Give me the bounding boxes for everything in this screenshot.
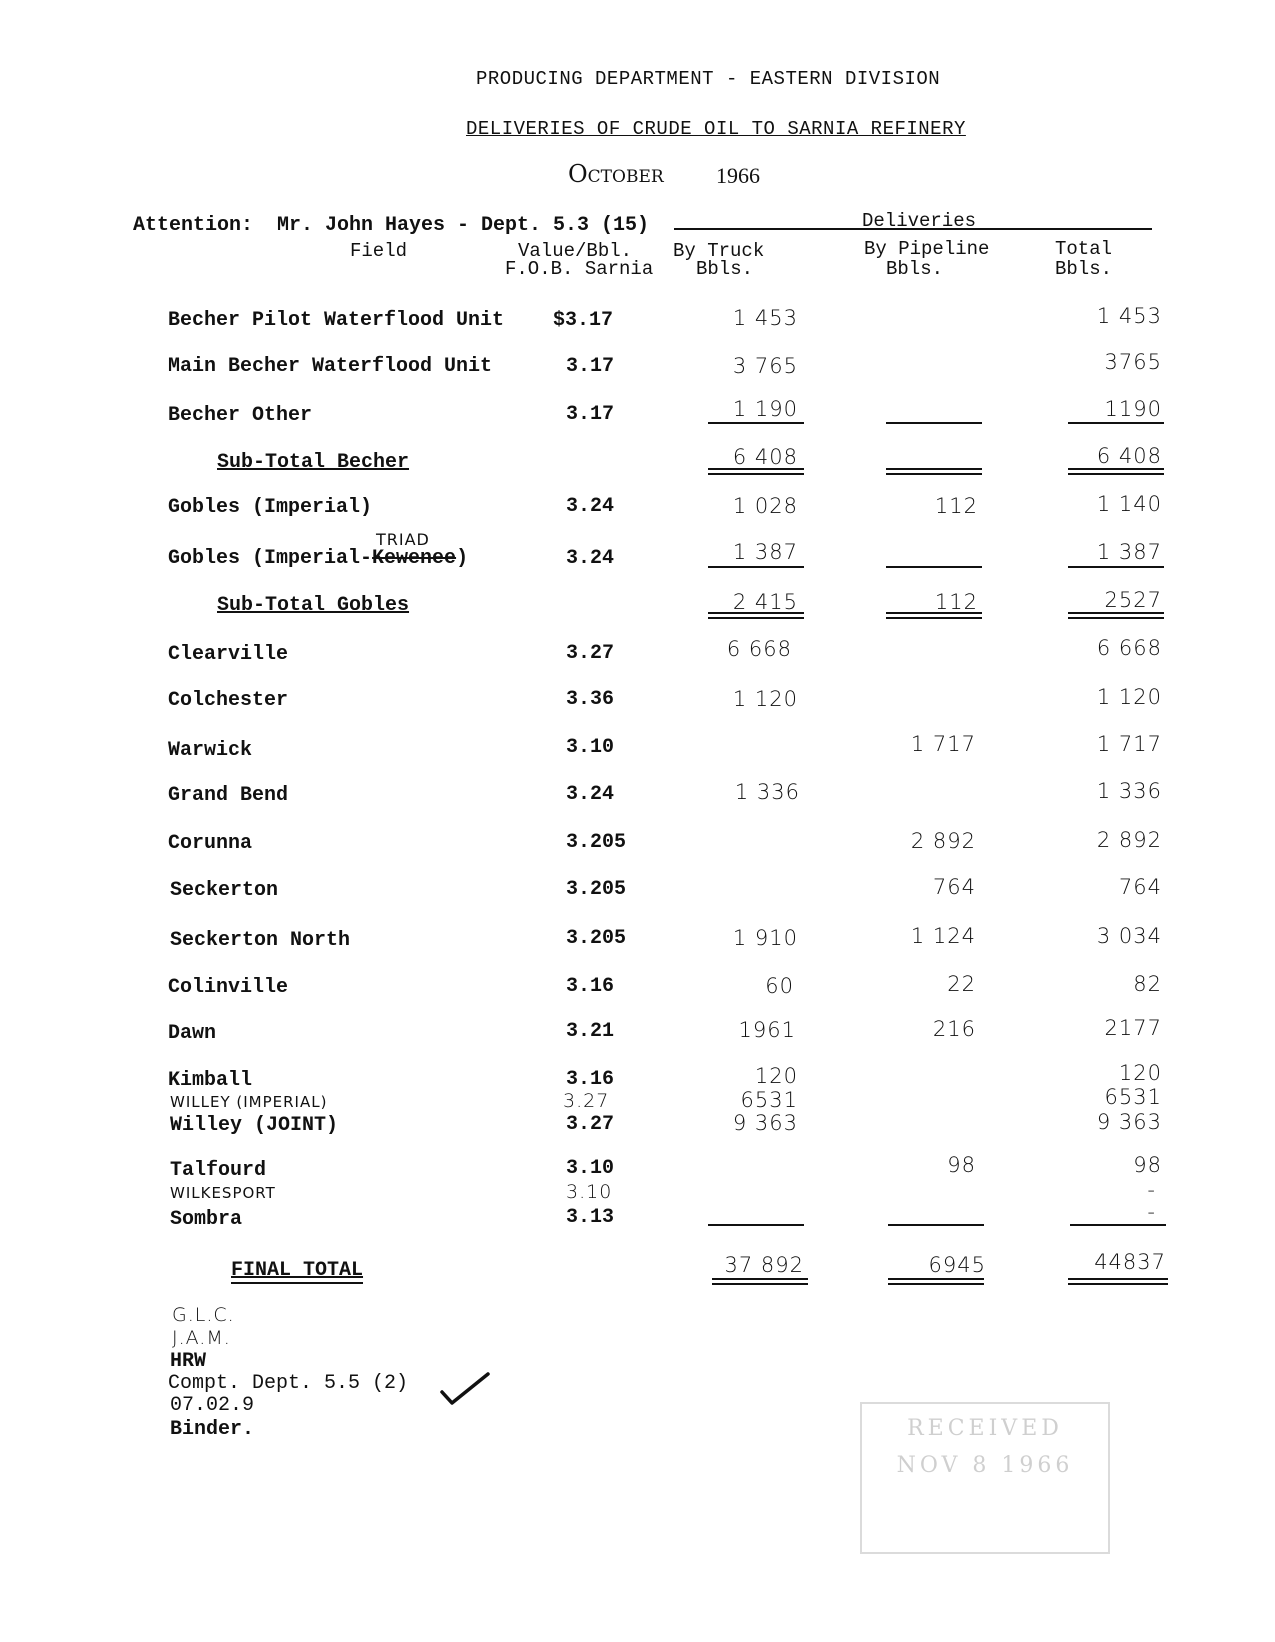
truck-bbls: 1 028	[732, 494, 798, 518]
truck-bbls-subtotal: 6 408	[732, 445, 798, 469]
report-year: 1966	[716, 163, 760, 188]
total-bbls: 9 363	[1096, 1110, 1162, 1134]
truck-bbls: 1 387	[732, 540, 798, 564]
stamp-date: NOV 8 1966	[896, 1453, 1074, 1478]
field-name: Dawn	[168, 1022, 217, 1045]
total-bbls: 1 140	[1096, 492, 1162, 516]
truck-bbls: 1 910	[732, 926, 798, 950]
pipeline-bbls: 2 892	[910, 829, 976, 853]
truck-column-subheader: Bbls.	[696, 258, 754, 280]
final-total-label: FINAL TOTAL	[231, 1259, 364, 1282]
truck-bbls: 1 336	[734, 780, 800, 804]
field-name: Talfourd	[170, 1159, 267, 1182]
value-per-barrel: 3.24	[566, 547, 615, 570]
value-column-header: Value/Bbl.	[518, 240, 633, 262]
final-truck-bbls: 37 892	[724, 1253, 804, 1277]
total-bbls: 2177	[1104, 1016, 1162, 1040]
attention-label: Attention:	[133, 214, 254, 237]
value-per-barrel: 3.205	[566, 927, 627, 950]
total-bbls: 3 034	[1096, 924, 1162, 948]
value-per-barrel: 3.205	[566, 878, 627, 901]
pipeline-bbls: 98	[947, 1153, 976, 1177]
field-name: Seckerton North	[170, 929, 351, 952]
field-name: Colchester	[168, 689, 289, 712]
field-name: Becher Other	[168, 404, 313, 427]
total-bbls: 1 453	[1096, 304, 1162, 328]
check-mark-icon	[440, 1370, 490, 1408]
value-per-barrel: 3.27	[566, 1113, 615, 1136]
total-bbls: 120	[1118, 1061, 1162, 1085]
truck-bbls: 1 190	[732, 397, 798, 421]
value-per-barrel: 3.10	[566, 736, 615, 759]
field-column-header: Field	[350, 240, 408, 262]
field-name-handwritten: WILKESPORT	[170, 1184, 276, 1202]
value-per-barrel: 3.27	[563, 1090, 610, 1112]
field-name: Gobles (Imperial)	[168, 496, 373, 519]
total-bbls: 764	[1118, 875, 1162, 899]
truck-bbls: 9 363	[732, 1111, 798, 1135]
total-bbls-subtotal: 6 408	[1096, 444, 1162, 468]
value-per-barrel: $3.17	[553, 309, 614, 332]
distribution-item: J.A.M.	[172, 1327, 231, 1349]
value-per-barrel: 3.21	[566, 1020, 615, 1043]
truck-bbls: 60	[765, 974, 794, 998]
struck-out-text: Kewenee	[372, 547, 457, 570]
total-bbls: 2 892	[1096, 828, 1162, 852]
pipeline-bbls-subtotal: 112	[934, 590, 978, 614]
total-bbls: 1190	[1104, 397, 1162, 421]
field-name: Willey (JOINT)	[170, 1114, 339, 1137]
value-per-barrel: 3.205	[566, 831, 627, 854]
subtotal-label: Sub-Total Becher	[217, 451, 410, 474]
distribution-item: Binder.	[170, 1418, 255, 1441]
department-heading: PRODUCING DEPARTMENT - EASTERN DIVISION	[476, 68, 941, 90]
pipeline-bbls: 216	[932, 1017, 976, 1041]
pipeline-bbls: 1 717	[910, 732, 976, 756]
deliveries-header: Deliveries	[862, 210, 977, 232]
value-per-barrel: 3.27	[566, 642, 615, 665]
value-per-barrel: 3.10	[566, 1157, 615, 1180]
truck-bbls: 1 120	[732, 687, 798, 711]
value-column-subheader: F.O.B. Sarnia	[505, 258, 654, 280]
value-per-barrel: 3.36	[566, 688, 615, 711]
subtotal-label: Sub-Total Gobles	[217, 594, 410, 617]
truck-bbls: 1961	[738, 1018, 796, 1042]
value-per-barrel: 3.13	[566, 1206, 615, 1229]
truck-bbls: 6531	[740, 1088, 798, 1112]
stamp-text: RECEIVED	[907, 1416, 1063, 1441]
pipeline-column-header: By Pipeline	[864, 238, 990, 260]
truck-bbls-subtotal: 2 415	[732, 590, 798, 614]
report-title: DELIVERIES OF CRUDE OIL TO SARNIA REFINERY	[466, 118, 966, 140]
field-name: Clearville	[168, 643, 289, 666]
value-per-barrel: 3.24	[566, 783, 615, 806]
total-bbls: 1 336	[1096, 779, 1162, 803]
field-name	[168, 547, 468, 570]
received-stamp	[860, 1402, 1110, 1554]
distribution-item: G.L.C.	[172, 1304, 235, 1326]
total-bbls: 3765	[1104, 350, 1162, 374]
report-month: October	[568, 160, 664, 188]
distribution-item: Compt. Dept. 5.5 (2)	[168, 1372, 409, 1395]
total-column-subheader: Bbls.	[1055, 258, 1113, 280]
total-bbls: 1 717	[1096, 732, 1162, 756]
total-bbls: 1 120	[1096, 685, 1162, 709]
field-name: Kimball	[168, 1069, 253, 1092]
field-name-suffix: )	[456, 547, 469, 570]
total-bbls: 6 668	[1096, 636, 1162, 660]
value-per-barrel: 3.17	[566, 355, 615, 378]
value-per-barrel: 3.16	[566, 1068, 615, 1091]
handwritten-annotation: TRIAD	[376, 530, 430, 549]
value-per-barrel: 3.16	[566, 975, 615, 998]
pipeline-column-subheader: Bbls.	[886, 258, 944, 280]
pipeline-bbls: 22	[947, 972, 976, 996]
final-pipeline-bbls: 6945	[928, 1253, 986, 1277]
pipeline-bbls: 112	[934, 494, 978, 518]
total-column-header: Total	[1055, 238, 1113, 260]
field-name: Corunna	[168, 832, 253, 855]
value-per-barrel: 3.17	[566, 403, 615, 426]
truck-bbls: 1 453	[732, 306, 798, 330]
truck-bbls: 3 765	[732, 354, 798, 378]
pipeline-bbls: 1 124	[910, 924, 976, 948]
field-name: Colinville	[168, 976, 289, 999]
total-bbls: -	[1147, 1200, 1156, 1224]
total-bbls-subtotal: 2527	[1104, 588, 1162, 612]
field-name: Grand Bend	[168, 784, 289, 807]
distribution-item: 07.02.9	[170, 1394, 255, 1417]
field-name: Main Becher Waterflood Unit	[168, 355, 493, 378]
value-per-barrel: 3.24	[566, 495, 615, 518]
value-per-barrel: 3.10	[566, 1181, 613, 1203]
total-bbls: 98	[1133, 1153, 1162, 1177]
field-name: Becher Pilot Waterflood Unit	[168, 309, 505, 332]
field-name-handwritten: WILLEY (IMPERIAL)	[170, 1093, 328, 1111]
total-bbls: -	[1147, 1178, 1156, 1202]
truck-bbls: 120	[754, 1064, 798, 1088]
truck-column-header: By Truck	[673, 240, 765, 262]
final-total-bbls: 44837	[1094, 1250, 1166, 1274]
field-name: Seckerton	[170, 879, 279, 902]
field-name: Sombra	[170, 1208, 243, 1231]
total-bbls: 6531	[1104, 1085, 1162, 1109]
field-name-prefix: Gobles (Imperial-	[168, 547, 373, 570]
distribution-item: HRW	[170, 1350, 207, 1373]
attention-name: Mr. John Hayes - Dept. 5.3 (15)	[277, 214, 650, 237]
pipeline-bbls: 764	[932, 875, 976, 899]
total-bbls: 82	[1133, 972, 1162, 996]
total-bbls: 1 387	[1096, 540, 1162, 564]
field-name: Warwick	[168, 739, 253, 762]
truck-bbls: 6 668	[726, 637, 792, 661]
